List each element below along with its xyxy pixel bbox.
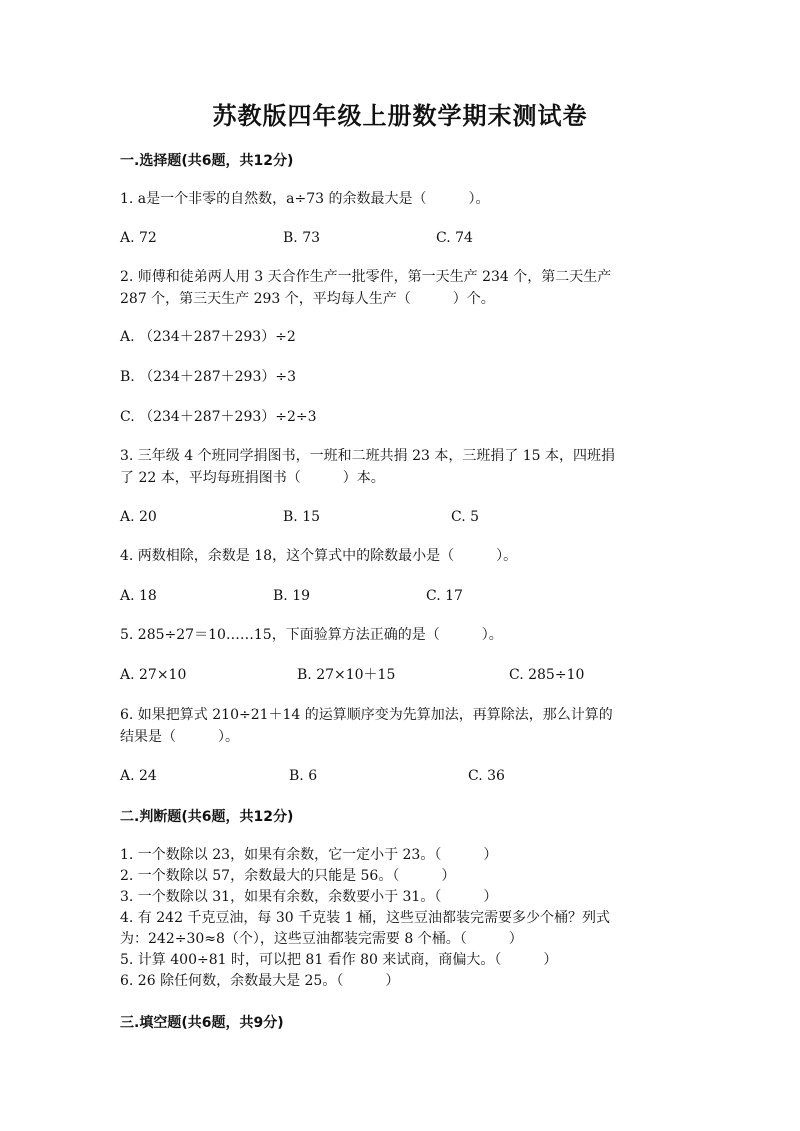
judge-question-4-line2: 为：242÷30≈8（个），这些豆油都装完需要 8 个桶。（ ） [120,931,523,947]
judge-question-3: 3. 一个数除以 31，如果有余数，余数要小于 31。（ ） [120,889,498,905]
page-title: 苏教版四年级上册数学期末测试卷 [212,101,588,130]
q2-option-c: C. （234＋287＋293）÷2÷3 [120,409,317,425]
q1-option-b: B. 73 [283,230,321,246]
section-heading-choice: 一.选择题(共6题，共12分) [120,153,294,169]
q4-option-a: A. 18 [120,588,157,604]
q3-option-a: A. 20 [120,509,157,525]
judge-question-6: 6. 26 除任何数，余数最大是 25。（ ） [120,973,400,989]
judge-question-1: 1. 一个数除以 23，如果有余数，它一定小于 23。（ ） [120,847,498,863]
judge-question-2: 2. 一个数除以 57，余数最大的只能是 56。（ ） [120,868,456,884]
choice-question-2-line2: 287 个，第三天生产 293 个，平均每人生产（ ）个。 [120,291,495,307]
q1-option-a: A. 72 [120,230,157,246]
q5-option-c: C. 285÷10 [509,667,585,683]
choice-question-6-line1: 6. 如果把算式 210÷21＋14 的运算顺序变为先算加法，再算除法，那么计算的 [120,707,613,723]
choice-question-4: 4. 两数相除，余数是 18，这个算式中的除数最小是（ ）。 [120,548,518,564]
q4-option-c: C. 17 [426,588,463,604]
choice-question-3-line1: 3. 三年级 4 个班同学捐图书，一班和二班共捐 23 本，三班捐了 15 本，四班捐 [120,448,616,464]
judge-question-5: 5. 计算 400÷81 时，可以把 81 看作 80 来试商，商偏大。（ ） [120,952,558,968]
choice-question-3-line2: 了 22 本，平均每班捐图书（ ）本。 [120,470,385,486]
q6-option-a: A. 24 [120,768,157,784]
q5-option-a: A. 27×10 [120,667,187,683]
q2-option-b: B. （234＋287＋293）÷3 [120,369,296,385]
q4-option-b: B. 19 [273,588,311,604]
q6-option-b: B. 6 [289,768,318,784]
section-heading-judge: 二.判断题(共6题，共12分) [120,809,294,825]
section-heading-fill: 三.填空题(共6题，共9分) [120,1015,284,1031]
q3-option-b: B. 15 [283,509,321,525]
choice-question-1: 1. a是一个非零的自然数，a÷73 的余数最大是（ ）。 [120,191,490,207]
q3-option-c: C. 5 [451,509,480,525]
choice-question-2-line1: 2. 师傅和徒弟两人用 3 天合作生产一批零件，第一天生产 234 个，第二天生产 [120,269,612,285]
q2-option-a: A. （234＋287＋293）÷2 [120,329,296,345]
q1-option-c: C. 74 [436,230,473,246]
choice-question-5: 5. 285÷27＝10……15，下面验算方法正确的是（ ）。 [120,627,503,643]
choice-question-6-line2: 结果是（ ）。 [120,729,239,745]
q5-option-b: B. 27×10＋15 [297,667,396,683]
judge-question-4-line1: 4. 有 242 千克豆油，每 30 千克装 1 桶，这些豆油都装完需要多少个桶？列式 [120,910,610,926]
q6-option-c: C. 36 [468,768,505,784]
